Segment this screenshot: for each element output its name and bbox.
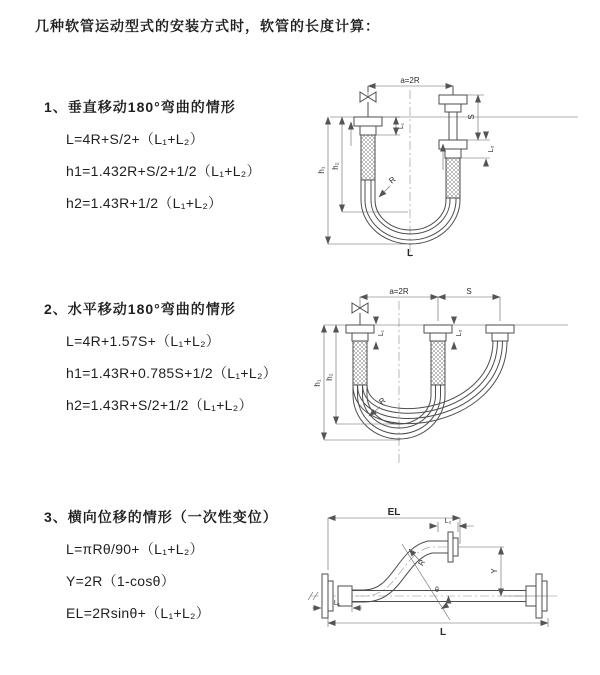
dim-h2-label: h₂ [331, 162, 340, 170]
dim-a2r-label: a=2R [400, 76, 420, 85]
extension-lines [438, 522, 474, 532]
section-2-formulas [66, 325, 277, 421]
diagram-horizontal-180-bend [310, 283, 600, 468]
dim-l1-label: L₁ [333, 600, 341, 607]
page-title: 几种软管运动型式的安装方式时，软管的长度计算： [35, 18, 380, 34]
dim-l2-label: L₂ [488, 145, 495, 153]
braided-hose [446, 158, 460, 198]
dim-l1-label: L₁ [398, 122, 405, 130]
section-2 [44, 299, 277, 421]
extension-lines [328, 618, 548, 627]
formula-line: L=4R+1.57S+（L₁+L₂） [66, 333, 221, 349]
right-pipe-assembly [439, 86, 467, 198]
radius-leader [409, 549, 419, 560]
section-1-heading: 1、垂直移动180°弯曲的情形 [44, 99, 236, 115]
formula-line: L=4R+S/2+（L₁+L₂） [66, 131, 204, 147]
braided-hose [361, 135, 375, 180]
diagram-lateral-displacement [298, 500, 600, 650]
section-1-formulas [66, 123, 261, 219]
extension-lines [328, 518, 460, 570]
radius-leader [379, 186, 390, 197]
dim-a2r-label: a=2R [389, 287, 409, 296]
dim-h1-label: h₁ [317, 166, 326, 174]
left-flange [322, 574, 352, 618]
dim-y-label: Y [490, 568, 499, 574]
valve-icon [360, 86, 376, 117]
hose-s-curve [338, 541, 448, 602]
right-pipe-assembly [486, 325, 514, 341]
section-2-heading: 2、水平移动180°弯曲的情形 [44, 301, 236, 317]
length-label: L [439, 627, 447, 638]
formula-line: L=πRθ/90+（L₁+L₂） [66, 541, 204, 557]
dim-s-label: S [466, 287, 472, 296]
formula-line: EL=2Rsinθ+（L₁+L₂） [66, 605, 211, 621]
dim-s-label: S [467, 114, 476, 120]
formula-line: h2=1.43R+1/2（L₁+L₂） [66, 195, 223, 211]
formula-line: h1=1.432R+S/2+1/2（L₁+L₂） [66, 163, 261, 179]
diagram-vertical-180-bend [310, 70, 600, 262]
length-label: L [406, 248, 414, 259]
radius-label: R [387, 174, 398, 186]
section-3 [44, 507, 278, 629]
braided-hose [353, 341, 367, 385]
angle-arc [441, 596, 448, 609]
angle-theta-label: θ [435, 587, 439, 594]
dim-l2-label: L₂ [444, 518, 452, 525]
upper-flange [448, 532, 458, 562]
extension-lines [360, 297, 500, 321]
dim-h2-label: h₂ [325, 373, 334, 381]
braided-hose [431, 341, 445, 385]
middle-pipe-assembly [424, 325, 452, 385]
dim-l1-label: L₁ [378, 329, 385, 337]
formula-line: Y=2R（1-cosθ） [66, 573, 176, 589]
hose-u-bend-position2 [353, 341, 507, 424]
formula-line: h1=1.43R+0.785S+1/2（L₁+L₂） [66, 365, 277, 381]
left-pipe-assembly [354, 117, 382, 180]
left-pipe-assembly [346, 325, 374, 385]
dim-el-label: EL [387, 507, 401, 518]
radius-label: R [377, 395, 388, 407]
radius-label: R [416, 557, 428, 568]
section-1 [44, 97, 261, 219]
dim-l2-label: L₂ [456, 329, 463, 337]
section-3-heading: 3、横向位移的情形（一次性变位） [44, 509, 278, 525]
formula-line: h2=1.43R+S/2+1/2（L₁+L₂） [66, 397, 253, 413]
dim-h1-label: h₁ [313, 379, 322, 387]
section-3-formulas [66, 533, 278, 629]
